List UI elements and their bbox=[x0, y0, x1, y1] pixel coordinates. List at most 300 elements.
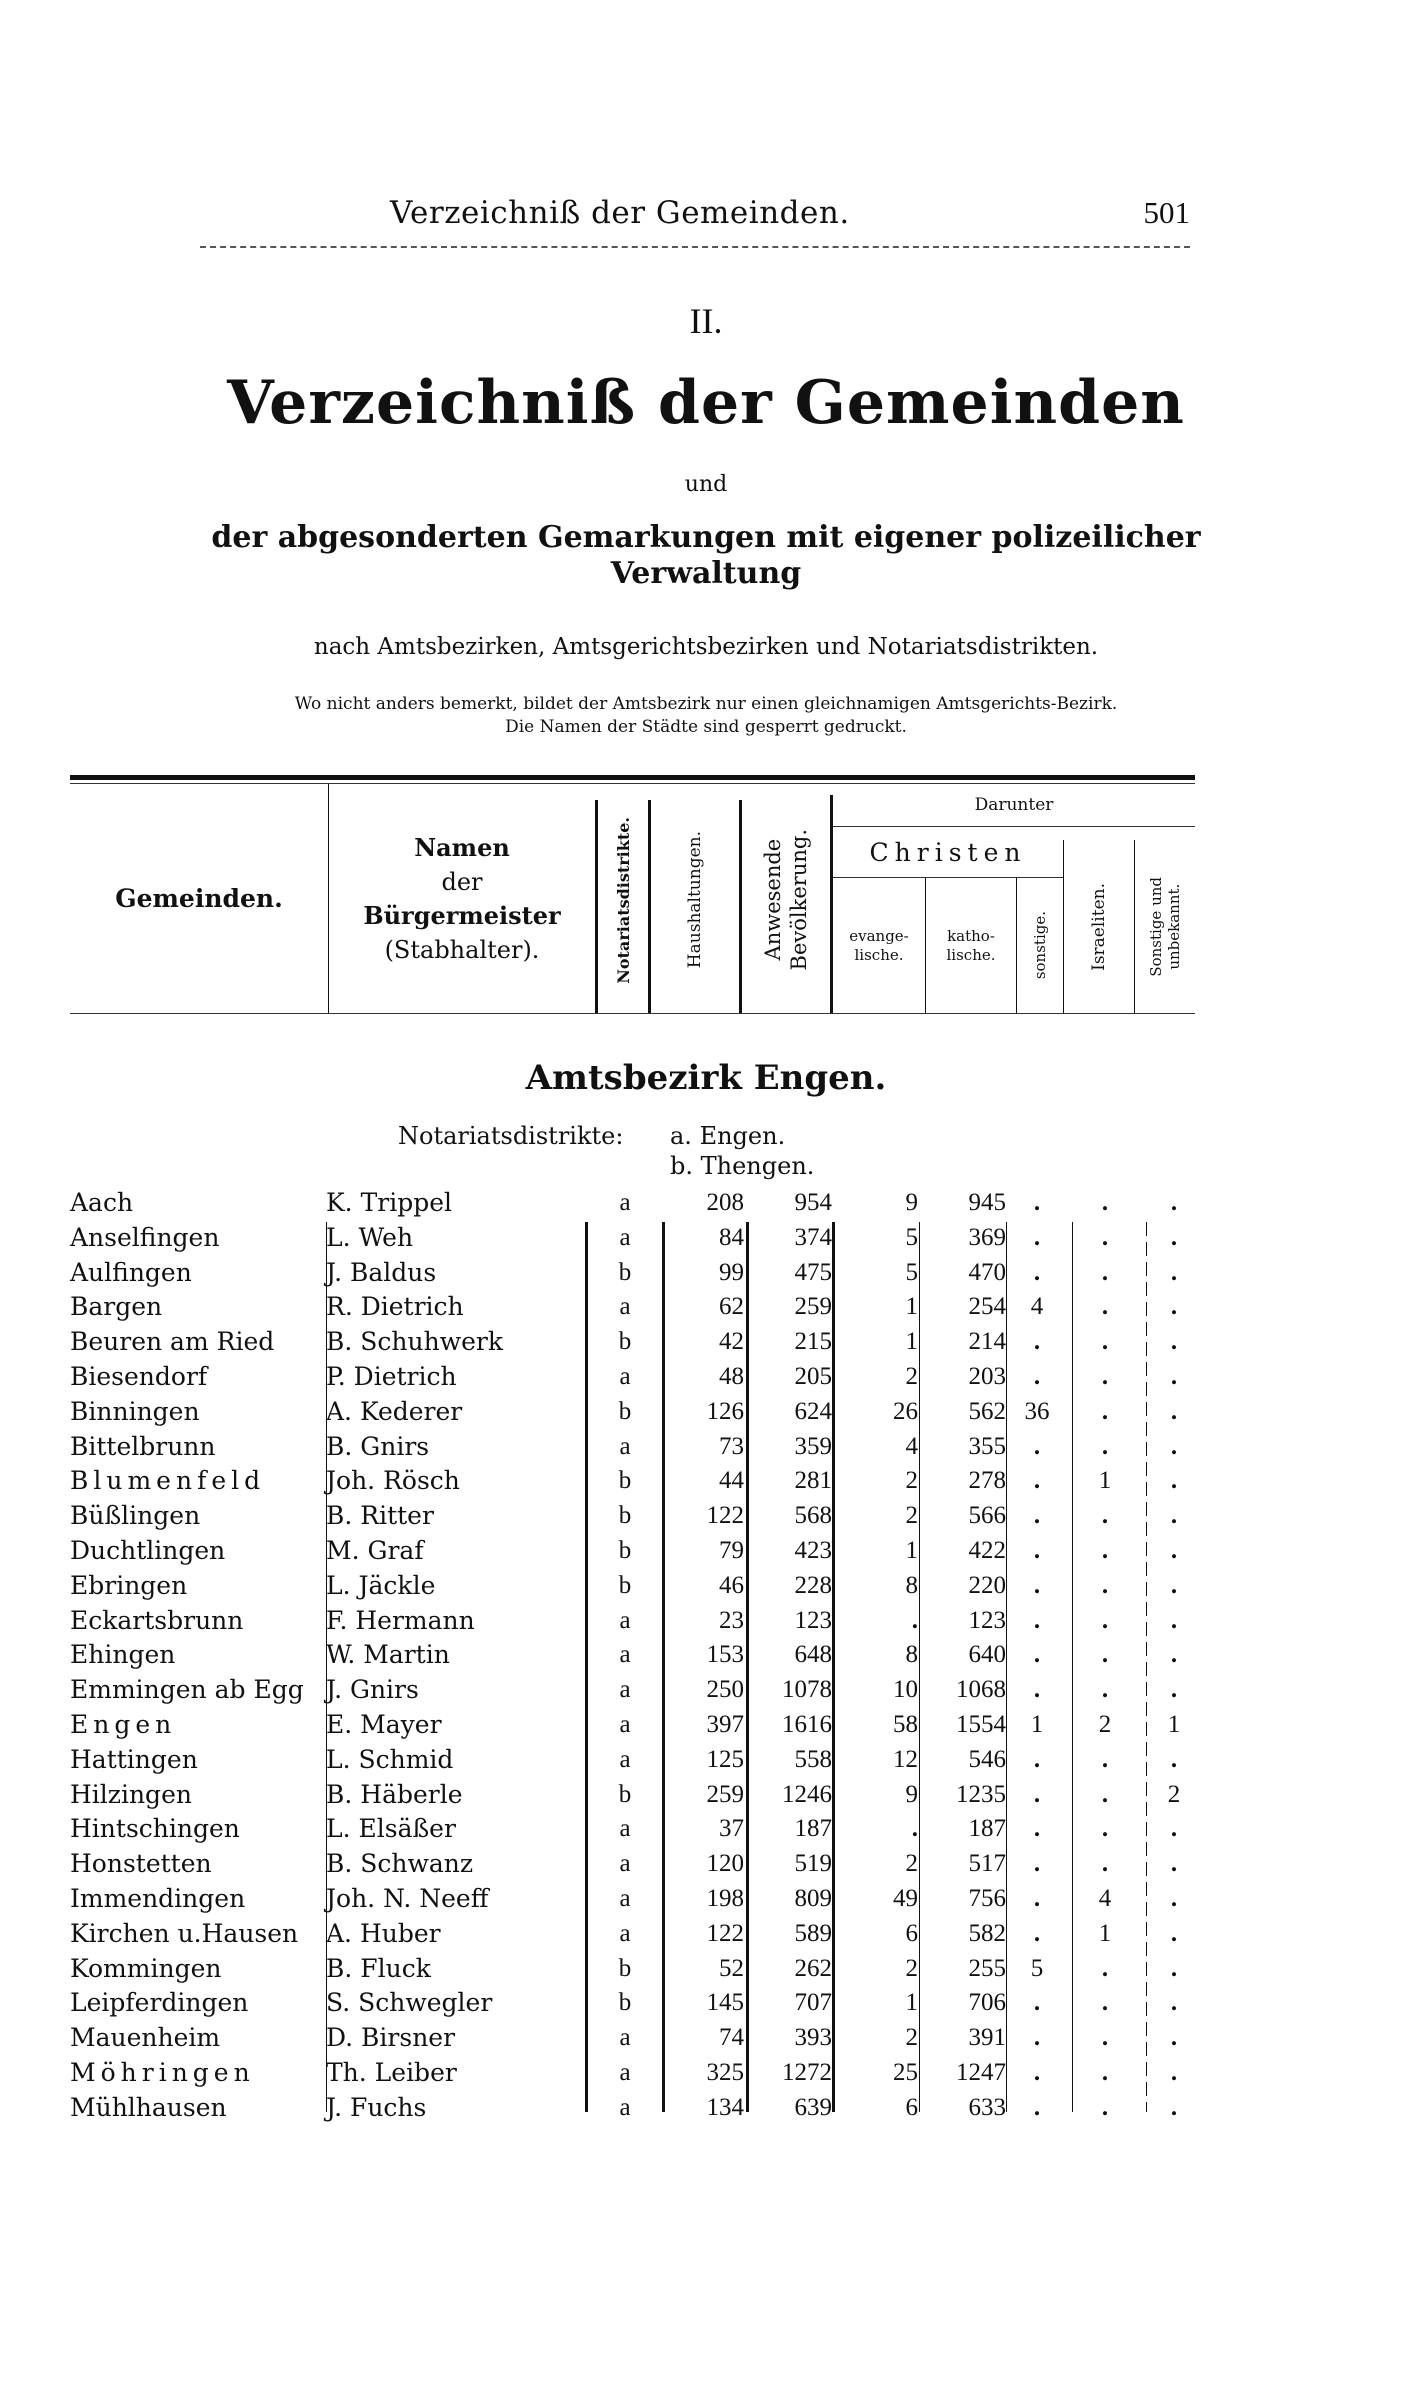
sonstige-christen-count: . bbox=[1033, 2093, 1041, 2121]
katholisch-count: 706 bbox=[968, 1989, 1006, 2017]
israeliten-count: . bbox=[1101, 1641, 1109, 1669]
note-line-1: Wo nicht anders bemerkt, bildet der Amtsbezirk nur einen gleichnamigen Amtsgerichts-Bezirk. bbox=[294, 694, 1118, 714]
buergermeister-name: L. Elsäßer bbox=[326, 1814, 456, 1844]
katholisch-count: 945 bbox=[968, 1189, 1006, 1216]
gemeinde-name: Mauenheim bbox=[70, 2023, 221, 2053]
israeliten-count: . bbox=[1101, 1223, 1109, 1251]
table-row bbox=[70, 1499, 1210, 1534]
households-count: 134 bbox=[706, 2093, 744, 2121]
table-row bbox=[70, 1360, 1210, 1395]
households-count: 126 bbox=[706, 1397, 744, 1425]
buergermeister-name: B. Häberle bbox=[326, 1779, 463, 1809]
households-count: 397 bbox=[706, 1710, 744, 1738]
sonstige-unbekannt-count: . bbox=[1170, 1397, 1178, 1425]
title-conjunction: und bbox=[684, 472, 728, 497]
households-count: 250 bbox=[706, 1676, 744, 1704]
header-sonstige-text: sonstige. bbox=[1031, 911, 1049, 980]
israeliten-count: . bbox=[1101, 1362, 1109, 1390]
notariat-district-b: b. Thengen. bbox=[670, 1152, 815, 1180]
households-count: 79 bbox=[719, 1536, 744, 1564]
header-haushaltungen bbox=[651, 790, 739, 1010]
header-bevoelkerung bbox=[742, 790, 830, 1010]
header-israeliten-text: Israeliten. bbox=[1089, 882, 1109, 971]
population-count: 1616 bbox=[782, 1710, 832, 1738]
header-evangelische bbox=[833, 878, 925, 1013]
population-count: 259 bbox=[794, 1293, 832, 1321]
gemeinde-name: Blumenfeld bbox=[70, 1466, 266, 1496]
evangelisch-count: 9 bbox=[905, 1780, 918, 1808]
population-count: 809 bbox=[794, 1884, 832, 1912]
gemeinde-name: Mühlhausen bbox=[70, 2092, 227, 2122]
households-count: 23 bbox=[719, 1606, 744, 1634]
israeliten-count: . bbox=[1101, 1571, 1109, 1599]
header-bevoelkerung-text bbox=[760, 829, 812, 970]
buergermeister-name: J. Baldus bbox=[326, 1257, 437, 1287]
table-row bbox=[70, 1464, 1210, 1499]
header-sonstige-unbekannt-line2: unbekannt. bbox=[1165, 883, 1183, 970]
israeliten-count: . bbox=[1101, 1189, 1109, 1216]
buergermeister-name: J. Gnirs bbox=[326, 1675, 419, 1705]
buergermeister-name: B. Schwanz bbox=[326, 1849, 474, 1879]
gemeinde-name: Aulfingen bbox=[70, 1257, 192, 1287]
sonstige-christen-count: . bbox=[1033, 2058, 1041, 2086]
evangelisch-count: 58 bbox=[893, 1710, 918, 1738]
buergermeister-name: L. Schmid bbox=[326, 1744, 454, 1774]
buergermeister-name: D. Birsner bbox=[326, 2023, 456, 2053]
gemeinde-name: Duchtlingen bbox=[70, 1535, 226, 1565]
households-count: 62 bbox=[719, 1293, 744, 1321]
notariat-label: Notariatsdistrikte: bbox=[398, 1122, 624, 1150]
table-row bbox=[70, 1778, 1210, 1813]
gemeinde-name: Ehingen bbox=[70, 1640, 176, 1670]
population-count: 1272 bbox=[782, 2058, 832, 2086]
notariat-district: b bbox=[618, 1467, 632, 1495]
buergermeister-name: S. Schwegler bbox=[326, 1988, 493, 2018]
sonstige-unbekannt-count: . bbox=[1170, 1850, 1178, 1878]
population-count: 475 bbox=[794, 1258, 832, 1286]
header-sonstige-christen bbox=[1017, 878, 1063, 1013]
sonstige-unbekannt-count: . bbox=[1170, 1745, 1178, 1773]
gemeinde-name: Anselfingen bbox=[70, 1222, 220, 1252]
population-count: 228 bbox=[794, 1571, 832, 1599]
header-namen-line1: Namen bbox=[414, 832, 510, 862]
table-row bbox=[70, 1812, 1210, 1847]
israeliten-count: . bbox=[1101, 1676, 1109, 1704]
evangelisch-count: 1 bbox=[905, 1293, 918, 1321]
katholisch-count: 369 bbox=[968, 1223, 1006, 1251]
table-row bbox=[70, 1847, 1210, 1882]
header-bottom-rule bbox=[70, 1013, 1195, 1014]
header-notariatsdistrikte bbox=[598, 790, 648, 1010]
israeliten-count: 1 bbox=[1098, 1919, 1112, 1947]
page-title: Verzeichniß der Gemeinden bbox=[227, 368, 1185, 438]
notariat-district: b bbox=[618, 1502, 632, 1530]
page-number: 501 bbox=[1143, 195, 1190, 230]
population-count: 262 bbox=[794, 1954, 832, 1982]
notariat-district: b bbox=[618, 1328, 632, 1356]
katholisch-count: 255 bbox=[968, 1954, 1006, 1982]
notariat-district: a bbox=[619, 1606, 631, 1634]
notariat-district: b bbox=[618, 1258, 632, 1286]
katholisch-count: 1235 bbox=[956, 1780, 1006, 1808]
households-count: 198 bbox=[706, 1884, 744, 1912]
notariat-district: a bbox=[619, 1362, 631, 1390]
gemeinde-name: Kirchen u.Hausen bbox=[70, 1918, 299, 1948]
katholisch-count: 278 bbox=[968, 1467, 1006, 1495]
households-count: 74 bbox=[719, 2024, 744, 2052]
sonstige-unbekannt-count: . bbox=[1170, 1676, 1178, 1704]
sonstige-unbekannt-count: . bbox=[1170, 1189, 1178, 1216]
gemeinde-name: Hintschingen bbox=[70, 1814, 240, 1844]
sonstige-unbekannt-count: . bbox=[1170, 2093, 1178, 2121]
katholisch-count: 517 bbox=[968, 1850, 1006, 1878]
evangelisch-count: 8 bbox=[905, 1641, 918, 1669]
header-haushaltungen-text: Haushaltungen. bbox=[685, 831, 705, 969]
sonstige-christen-count: . bbox=[1033, 1745, 1041, 1773]
israeliten-count: . bbox=[1101, 1606, 1109, 1634]
buergermeister-name: J. Fuchs bbox=[326, 2092, 427, 2122]
katholisch-count: 633 bbox=[968, 2093, 1006, 2121]
buergermeister-name: B. Schuhwerk bbox=[326, 1327, 503, 1357]
households-count: 37 bbox=[719, 1815, 744, 1843]
table-row bbox=[70, 2021, 1210, 2056]
buergermeister-name: B. Ritter bbox=[326, 1501, 434, 1531]
gemeinde-name: Möhringen bbox=[70, 2057, 255, 2087]
evangelisch-count: 6 bbox=[905, 2093, 918, 2121]
table-row bbox=[70, 1569, 1210, 1604]
evangelisch-count: 9 bbox=[905, 1189, 918, 1216]
sonstige-christen-count: . bbox=[1033, 2024, 1041, 2052]
buergermeister-name: Th. Leiber bbox=[326, 2057, 457, 2087]
evangelisch-count: 2 bbox=[905, 1362, 918, 1390]
sonstige-christen-count: . bbox=[1033, 1815, 1041, 1843]
table-row bbox=[70, 1743, 1210, 1778]
running-title: Verzeichniß der Gemeinden. bbox=[390, 195, 850, 231]
households-count: 52 bbox=[719, 1954, 744, 1982]
sonstige-unbekannt-count: . bbox=[1170, 1815, 1178, 1843]
sonstige-christen-count: . bbox=[1033, 1919, 1041, 1947]
sonstige-unbekannt-count: . bbox=[1170, 1571, 1178, 1599]
katholisch-count: 566 bbox=[968, 1502, 1006, 1530]
population-count: 205 bbox=[794, 1362, 832, 1390]
sonstige-christen-count: . bbox=[1033, 1467, 1041, 1495]
gemeinde-name: Ebringen bbox=[70, 1570, 188, 1600]
notariat-district: a bbox=[619, 1432, 631, 1460]
gemeinde-name: Eckartsbrunn bbox=[70, 1605, 244, 1635]
sonstige-unbekannt-count: . bbox=[1170, 1989, 1178, 2017]
israeliten-count: . bbox=[1101, 1397, 1109, 1425]
buergermeister-name: L. Weh bbox=[326, 1222, 414, 1252]
sonstige-unbekannt-count: . bbox=[1170, 1954, 1178, 1982]
population-count: 123 bbox=[794, 1606, 832, 1634]
notariat-district: a bbox=[619, 2024, 631, 2052]
population-count: 954 bbox=[794, 1189, 832, 1216]
table-row bbox=[70, 1638, 1210, 1673]
gemeinde-name: Biesendorf bbox=[70, 1361, 208, 1391]
population-count: 707 bbox=[794, 1989, 832, 2017]
population-count: 639 bbox=[794, 2093, 832, 2121]
sonstige-unbekannt-count: . bbox=[1170, 1293, 1178, 1321]
header-katholische-line2: lische. bbox=[946, 945, 996, 964]
evangelisch-count: 10 bbox=[893, 1676, 918, 1704]
notariat-district: a bbox=[619, 1641, 631, 1669]
households-count: 153 bbox=[706, 1641, 744, 1669]
sonstige-unbekannt-count: . bbox=[1170, 1536, 1178, 1564]
buergermeister-name: P. Dietrich bbox=[326, 1361, 457, 1391]
israeliten-count: . bbox=[1101, 1432, 1109, 1460]
notariat-district: b bbox=[618, 1954, 632, 1982]
table-row bbox=[70, 1221, 1210, 1256]
notariat-district: a bbox=[619, 1223, 631, 1251]
israeliten-count: . bbox=[1101, 1293, 1109, 1321]
israeliten-count: . bbox=[1101, 1815, 1109, 1843]
evangelisch-count: 1 bbox=[905, 1536, 918, 1564]
israeliten-count: . bbox=[1101, 1780, 1109, 1808]
editorial-note bbox=[0, 693, 1412, 739]
evangelisch-count: 26 bbox=[893, 1397, 918, 1425]
evangelisch-count: 2 bbox=[905, 1954, 918, 1982]
population-count: 1246 bbox=[782, 1780, 832, 1808]
evangelisch-count: . bbox=[911, 1606, 918, 1634]
evangelisch-count: . bbox=[911, 1815, 918, 1843]
buergermeister-name: E. Mayer bbox=[326, 1709, 442, 1739]
israeliten-count: 2 bbox=[1098, 1710, 1112, 1738]
gemeinde-name: Bargen bbox=[70, 1292, 163, 1322]
population-count: 423 bbox=[794, 1536, 832, 1564]
sonstige-unbekannt-count: . bbox=[1170, 1467, 1178, 1495]
evangelisch-count: 12 bbox=[893, 1745, 918, 1773]
sonstige-christen-count: . bbox=[1033, 1432, 1041, 1460]
population-count: 215 bbox=[794, 1328, 832, 1356]
running-head bbox=[200, 195, 1190, 245]
header-evangelische-line2: lische. bbox=[854, 945, 904, 964]
buergermeister-name: A. Huber bbox=[326, 1918, 441, 1948]
sonstige-christen-count: . bbox=[1033, 1676, 1041, 1704]
evangelisch-count: 6 bbox=[905, 1919, 918, 1947]
households-count: 46 bbox=[719, 1571, 744, 1599]
notariat-district-a: a. Engen. bbox=[670, 1122, 786, 1150]
population-count: 187 bbox=[794, 1815, 832, 1843]
evangelisch-count: 5 bbox=[905, 1258, 918, 1286]
subtitle bbox=[0, 520, 1412, 592]
evangelisch-count: 5 bbox=[905, 1223, 918, 1251]
sonstige-christen-count: 1 bbox=[1030, 1710, 1044, 1738]
district-title: Amtsbezirk Engen. bbox=[525, 1058, 887, 1098]
buergermeister-name: W. Martin bbox=[326, 1640, 450, 1670]
sonstige-unbekannt-count: . bbox=[1170, 1432, 1178, 1460]
notariat-district: b bbox=[618, 1989, 632, 2017]
notariat-district: a bbox=[619, 1850, 631, 1878]
population-count: 648 bbox=[794, 1641, 832, 1669]
israeliten-count: . bbox=[1101, 2093, 1109, 2121]
table-row bbox=[70, 2091, 1210, 2126]
israeliten-count: . bbox=[1101, 1502, 1109, 1530]
notariat-district: a bbox=[619, 1745, 631, 1773]
katholisch-count: 562 bbox=[968, 1397, 1006, 1425]
households-count: 120 bbox=[706, 1850, 744, 1878]
katholisch-count: 1554 bbox=[956, 1710, 1006, 1738]
sonstige-christen-count: 5 bbox=[1030, 1954, 1044, 1982]
header-bevoelkerung-line2: Bevölkerung. bbox=[787, 829, 811, 971]
katholisch-count: 254 bbox=[968, 1293, 1006, 1321]
header-christen: Christen bbox=[869, 837, 1027, 867]
israeliten-count: . bbox=[1101, 1954, 1109, 1982]
population-count: 1078 bbox=[782, 1676, 832, 1704]
buergermeister-name: Joh. Rösch bbox=[326, 1466, 460, 1496]
katholisch-count: 756 bbox=[968, 1884, 1006, 1912]
table-row bbox=[70, 1395, 1210, 1430]
evangelisch-count: 8 bbox=[905, 1571, 918, 1599]
households-count: 84 bbox=[719, 1223, 744, 1251]
gemeinde-name: Hilzingen bbox=[70, 1779, 192, 1809]
notariat-district: a bbox=[619, 1884, 631, 1912]
households-count: 208 bbox=[706, 1189, 744, 1216]
katholisch-count: 123 bbox=[968, 1606, 1006, 1634]
notariat-district: a bbox=[619, 1189, 631, 1216]
sonstige-unbekannt-count: 1 bbox=[1167, 1710, 1181, 1738]
katholisch-count: 582 bbox=[968, 1919, 1006, 1947]
evangelisch-count: 2 bbox=[905, 1467, 918, 1495]
subtitle-line-1: der abgesonderten Gemarkungen mit eigener polizeilicher bbox=[211, 520, 1201, 555]
sonstige-christen-count: . bbox=[1033, 1850, 1041, 1878]
section-number: II. bbox=[689, 301, 723, 341]
evangelisch-count: 2 bbox=[905, 1502, 918, 1530]
running-head-rule bbox=[200, 246, 1190, 248]
gemeinde-name: Immendingen bbox=[70, 1883, 246, 1913]
sonstige-unbekannt-count: . bbox=[1170, 2058, 1178, 2086]
gemeinde-name: Leipferdingen bbox=[70, 1988, 249, 2018]
notariat-district: a bbox=[619, 1676, 631, 1704]
header-namen-line2: der bbox=[441, 867, 483, 896]
gemeinde-name: Bittelbrunn bbox=[70, 1431, 216, 1461]
katholisch-count: 391 bbox=[968, 2024, 1006, 2052]
katholisch-count: 220 bbox=[968, 1571, 1006, 1599]
population-count: 359 bbox=[794, 1432, 832, 1460]
buergermeister-name: A. Kederer bbox=[326, 1396, 463, 1426]
israeliten-count: . bbox=[1101, 1258, 1109, 1286]
header-sonstige-unbekannt-text bbox=[1147, 877, 1183, 977]
sonstige-unbekannt-count: 2 bbox=[1167, 1780, 1181, 1808]
buergermeister-name: R. Dietrich bbox=[326, 1292, 464, 1322]
note-line-2: Die Namen der Städte sind gesperrt gedruckt. bbox=[505, 717, 907, 737]
population-count: 281 bbox=[794, 1467, 832, 1495]
evangelisch-count: 49 bbox=[893, 1884, 918, 1912]
table-row bbox=[70, 1186, 1210, 1221]
evangelisch-count: 2 bbox=[905, 1850, 918, 1878]
sonstige-christen-count: . bbox=[1033, 1571, 1041, 1599]
table-row bbox=[70, 1986, 1210, 2021]
sonstige-christen-count: . bbox=[1033, 1328, 1041, 1356]
table-row bbox=[70, 1882, 1210, 1917]
israeliten-count: . bbox=[1101, 1989, 1109, 2017]
sonstige-christen-count: 36 bbox=[1024, 1397, 1050, 1425]
gemeinde-name: Kommingen bbox=[70, 1953, 222, 1983]
israeliten-count: . bbox=[1101, 2024, 1109, 2052]
header-sonstige-unbekannt bbox=[1135, 840, 1195, 1013]
sonstige-christen-count: . bbox=[1033, 1641, 1041, 1669]
households-count: 42 bbox=[719, 1328, 744, 1356]
header-evangelische-line1: evange- bbox=[849, 926, 909, 945]
gemeinde-name: Binningen bbox=[70, 1396, 200, 1426]
sonstige-christen-count: . bbox=[1033, 1258, 1041, 1286]
notariat-district: a bbox=[619, 1710, 631, 1738]
gemeinde-name: Büßlingen bbox=[70, 1501, 201, 1531]
households-count: 325 bbox=[706, 2058, 744, 2086]
israeliten-count: . bbox=[1101, 2058, 1109, 2086]
header-gemeinden: Gemeinden. bbox=[115, 884, 283, 913]
table-row bbox=[70, 2056, 1210, 2091]
sonstige-unbekannt-count: . bbox=[1170, 1223, 1178, 1251]
table-row bbox=[70, 1290, 1210, 1325]
notariat-district: a bbox=[619, 2058, 631, 2086]
sonstige-unbekannt-count: . bbox=[1170, 1641, 1178, 1669]
notariat-district: b bbox=[618, 1397, 632, 1425]
sonstige-unbekannt-count: . bbox=[1170, 1606, 1178, 1634]
sonstige-unbekannt-count: . bbox=[1170, 1919, 1178, 1947]
population-count: 568 bbox=[794, 1502, 832, 1530]
table-row bbox=[70, 1430, 1210, 1465]
katholisch-count: 1247 bbox=[956, 2058, 1006, 2086]
buergermeister-name: M. Graf bbox=[326, 1535, 424, 1565]
notariat-district: b bbox=[618, 1780, 632, 1808]
buergermeister-name: K. Trippel bbox=[326, 1188, 452, 1217]
sonstige-christen-count: . bbox=[1033, 1223, 1041, 1251]
katholisch-count: 214 bbox=[968, 1328, 1006, 1356]
households-count: 122 bbox=[706, 1502, 744, 1530]
katholisch-count: 355 bbox=[968, 1432, 1006, 1460]
households-count: 145 bbox=[706, 1989, 744, 2017]
evangelisch-count: 1 bbox=[905, 1328, 918, 1356]
evangelisch-count: 1 bbox=[905, 1989, 918, 2017]
table-row bbox=[70, 1708, 1210, 1743]
households-count: 125 bbox=[706, 1745, 744, 1773]
sonstige-unbekannt-count: . bbox=[1170, 1258, 1178, 1286]
buergermeister-name: F. Hermann bbox=[326, 1605, 475, 1635]
israeliten-count: 4 bbox=[1098, 1884, 1112, 1912]
katholisch-count: 187 bbox=[968, 1815, 1006, 1843]
israeliten-count: . bbox=[1101, 1536, 1109, 1564]
header-israeliten bbox=[1064, 840, 1134, 1013]
katholisch-count: 546 bbox=[968, 1745, 1006, 1773]
israeliten-count: . bbox=[1101, 1328, 1109, 1356]
sonstige-unbekannt-count: . bbox=[1170, 2024, 1178, 2052]
subtitle-secondary: nach Amtsbezirken, Amtsgerichtsbezirken und Notariatsdistrikten. bbox=[313, 634, 1099, 660]
sonstige-christen-count: . bbox=[1033, 1989, 1041, 2017]
header-katholische bbox=[926, 878, 1016, 1013]
gemeinde-name: Engen bbox=[70, 1709, 177, 1739]
sonstige-christen-count: . bbox=[1033, 1780, 1041, 1808]
evangelisch-count: 2 bbox=[905, 2024, 918, 2052]
households-count: 48 bbox=[719, 1362, 744, 1390]
header-notariatsdistrikte-text: Notariatsdistrikte. bbox=[613, 816, 633, 984]
katholisch-count: 1068 bbox=[956, 1676, 1006, 1704]
gemeinde-name: Honstetten bbox=[70, 1849, 212, 1879]
population-count: 374 bbox=[794, 1223, 832, 1251]
gemeinde-name: Emmingen ab Egg bbox=[70, 1675, 304, 1705]
sonstige-christen-count: . bbox=[1033, 1606, 1041, 1634]
households-count: 44 bbox=[719, 1467, 744, 1495]
buergermeister-name: L. Jäckle bbox=[326, 1570, 436, 1600]
header-namen-buergermeister bbox=[329, 784, 595, 1013]
table-top-rule bbox=[70, 775, 1195, 780]
table-body bbox=[70, 1186, 1210, 2126]
sonstige-christen-count: . bbox=[1033, 1362, 1041, 1390]
population-count: 393 bbox=[794, 2024, 832, 2052]
sonstige-unbekannt-count: . bbox=[1170, 1362, 1178, 1390]
sonstige-christen-count: . bbox=[1033, 1884, 1041, 1912]
gemeinde-name: Hattingen bbox=[70, 1744, 198, 1774]
households-count: 99 bbox=[719, 1258, 744, 1286]
